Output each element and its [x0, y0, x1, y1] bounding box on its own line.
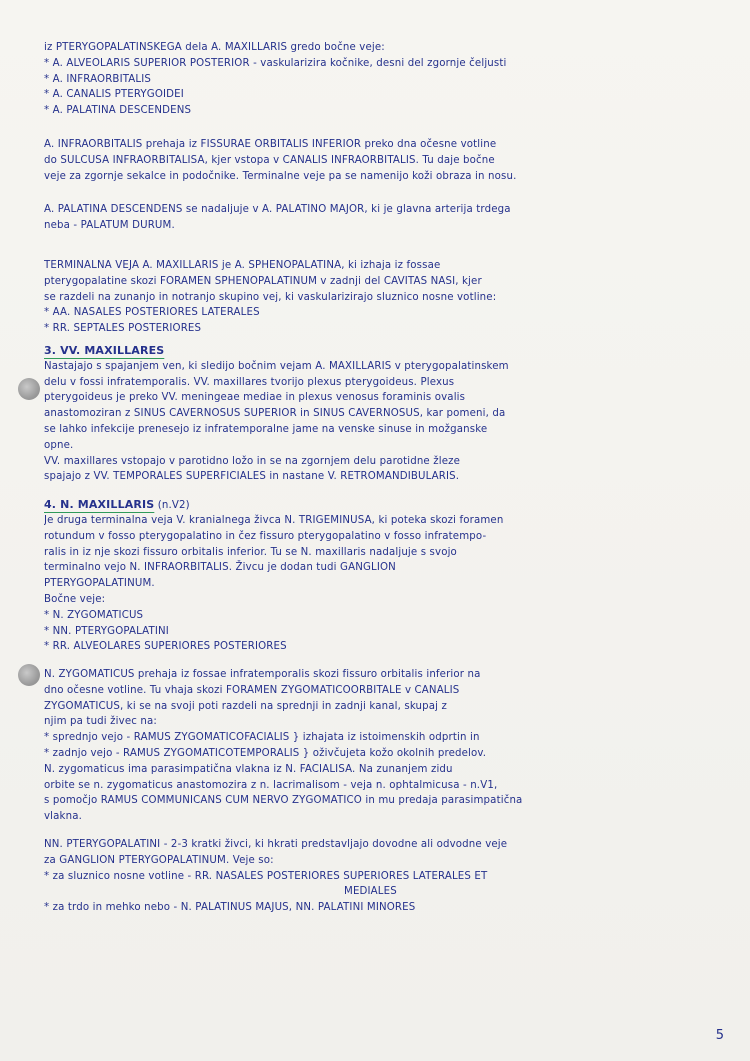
punch-hole — [18, 378, 40, 400]
text-line: * RR. SEPTALES POSTERIORES — [44, 323, 202, 335]
text-line: do SULCUSA INFRAORBITALISA, kjer vstopa v CANALIS INFRAORBITALIS. Tu daje bočne — [44, 154, 495, 166]
text-line: Nastajajo s spajanjem ven, ki sledijo bočnim vejam A. MAXILLARIS v pterygopalatinskem — [44, 360, 509, 372]
text-line: TERMINALNA VEJA A. MAXILLARIS je A. SPHENOPALATINA, ki izhaja iz fossae — [44, 259, 441, 271]
text-line: neba - PALATUM DURUM. — [44, 220, 175, 232]
text-line: * za sluznico nosne votline - RR. NASALES POSTERIORES SUPERIORES LATERALES ET — [44, 870, 488, 882]
text-line: * A. ALVEOLARIS SUPERIOR POSTERIOR - vaskularizira kočnike, desni del zgornje čeljusti — [44, 57, 507, 69]
text-line: rotundum v fosso pterygopalatino in čez fissuro pterygopalatino v fosso infratempo- — [44, 530, 487, 542]
text-line: NN. PTERYGOPALATINI - 2-3 kratki živci, ki hkrati predstavljajo dovodne ali odvodne veje — [44, 839, 508, 851]
text-line: * AA. NASALES POSTERIORES LATERALES — [44, 307, 260, 319]
text-line: spajajo z VV. TEMPORALES SUPERFICIALES in nastane V. RETROMANDIBULARIS. — [44, 471, 460, 483]
text-line: se lahko infekcije prenesejo iz infratemporalne jame na venske sinuse in možganske — [44, 423, 488, 435]
text-line: N. ZYGOMATICUS prehaja iz fossae infratemporalis skozi fissuro orbitalis inferior na — [44, 669, 481, 681]
text-line: dno očesne votline. Tu vhaja skozi FORAMEN ZYGOMATICOORBITALE v CANALIS — [44, 684, 460, 696]
text-line: Bočne veje: — [44, 593, 106, 605]
text-line: * za trdo in mehko nebo - N. PALATINUS MAJUS, NN. PALATINI MINORES — [44, 902, 416, 914]
text-line: * A. CANALIS PTERYGOIDEI — [44, 89, 184, 101]
text-line: VV. maxillares vstopajo v parotidno ložo in se na zgornjem delu parotidne žleze — [44, 455, 461, 467]
section-heading-vv-maxillares: 3. VV. MAXILLARES — [44, 343, 165, 357]
section-heading-n-maxillaris: 4. N. MAXILLARIS — [44, 498, 155, 512]
text-line: MEDIALES — [344, 886, 397, 898]
text-line: * zadnjo vejo - RAMUS ZYGOMATICOTEMPORALIS } oživčujeta kožo okolnih predelov. — [44, 748, 487, 760]
text-line: * A. INFRAORBITALIS — [44, 73, 152, 85]
text-line: PTERYGOPALATINUM. — [44, 578, 155, 590]
text-line: se razdeli na zunanjo in notranjo skupino vej, ki vaskularizirajo sluznico nosne votline: — [44, 291, 497, 303]
text-line: * A. PALATINA DESCENDENS — [44, 105, 192, 117]
text-line: terminalno vejo N. INFRAORBITALIS. Živcu je dodan tudi GANGLION — [44, 562, 396, 574]
text-line: ZYGOMATICUS, ki se na svoji poti razdeli na sprednji in zadnji kanal, skupaj z — [44, 700, 448, 712]
text-line: pterygoideus je preko VV. meningeae mediae in plexus venosus foraminis ovalis — [44, 392, 466, 404]
handwritten-notes — [44, 40, 709, 916]
text-line: * N. ZYGOMATICUS — [44, 609, 144, 621]
text-line: A. INFRAORBITALIS prehaja iz FISSURAE ORBITALIS INFERIOR preko dna očesne votline — [44, 138, 497, 150]
text-line: s pomočjo RAMUS COMMUNICANS CUM NERVO ZYGOMATICO in mu predaja parasimpatična — [44, 795, 523, 807]
text-line: Je druga terminalna veja V. kranialnega živca N. TRIGEMINUSA, ki poteka skozi foramen — [44, 514, 504, 526]
text-line: vlakna. — [44, 811, 82, 823]
page-number: 5 — [715, 1028, 724, 1043]
text-line: * sprednjo vejo - RAMUS ZYGOMATICOFACIALIS } izhajata iz istoimenskih odprtin in — [44, 732, 480, 744]
text-line: za GANGLION PTERYGOPALATINUM. Veje so: — [44, 854, 274, 866]
text-line: anastomoziran z SINUS CAVERNOSUS SUPERIOR in SINUS CAVERNOSUS, kar pomeni, da — [44, 408, 506, 420]
heading-note: (n.V2) — [157, 500, 190, 512]
text-line: N. zygomaticus ima parasimpatična vlakna iz N. FACIALISA. Na zunanjem zidu — [44, 763, 453, 775]
punch-hole — [18, 664, 40, 686]
text-line: pterygopalatine skozi FORAMEN SPHENOPALATINUM v zadnji del CAVITAS NASI, kjer — [44, 275, 482, 287]
text-line: ralis in iz nje skozi fissuro orbitalis inferior. Tu se N. maxillaris nadaljuje s svojo — [44, 546, 457, 558]
text-line: njim pa tudi živec na: — [44, 716, 157, 728]
text-line: opne. — [44, 439, 74, 451]
text-line: delu v fossi infratemporalis. VV. maxillares tvorijo plexus pterygoideus. Plexus — [44, 376, 455, 388]
text-line: A. PALATINA DESCENDENS se nadaljuje v A. PALATINO MAJOR, ki je glavna arterija trdega — [44, 204, 511, 216]
text-line: iz PTERYGOPALATINSKEGA dela A. MAXILLARIS gredo bočne veje: — [44, 42, 385, 53]
text-line: orbite se n. zygomaticus anastomozira z n. lacrimalisom - veja n. ophtalmicusa - n.V1, — [44, 779, 498, 791]
text-line: * RR. ALVEOLARES SUPERIORES POSTERIORES — [44, 641, 287, 653]
text-line: * NN. PTERYGOPALATINI — [44, 625, 169, 637]
text-line: veje za zgornje sekalce in podočnike. Terminalne veje pa se namenijo koži obraza in nosu. — [44, 170, 517, 182]
